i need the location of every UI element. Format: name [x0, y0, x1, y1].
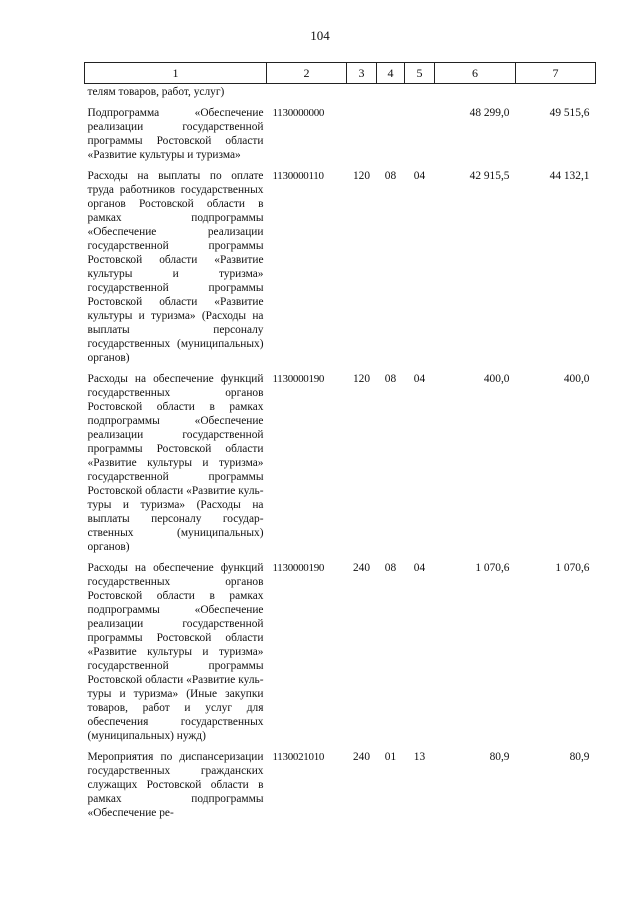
row-description: Мероприятия по диспансеризации государственных гражданских служащих Ростовской области в рамках подпрограммы «Обеспечение ре- — [87, 751, 264, 819]
budget-table-sheet — [84, 62, 595, 820]
amount-year-2: 1 070,6 — [555, 562, 590, 574]
expense-type — [347, 106, 377, 169]
column-number: 5 — [405, 63, 435, 84]
section-code — [377, 84, 405, 107]
amount-year-2: 49 515,6 — [549, 107, 590, 119]
amount-year-1: 1 070,6 — [475, 562, 510, 574]
column-number: 2 — [267, 63, 347, 84]
table-row — [85, 750, 596, 820]
table-row — [85, 561, 596, 750]
subsection-code — [405, 84, 435, 107]
subsection-code: 04 — [413, 373, 426, 385]
subsection-code: 04 — [413, 170, 426, 182]
target-code: 1130021010 — [272, 751, 325, 763]
amount-year-2 — [516, 84, 596, 107]
target-code — [267, 84, 347, 107]
section-code: 08 — [384, 562, 397, 574]
page-number: 104 — [310, 28, 330, 43]
subsection-code — [405, 106, 435, 169]
expense-type — [347, 84, 377, 107]
amount-year-1: 48 299,0 — [469, 107, 510, 119]
budget-table — [84, 62, 596, 820]
expense-type: 120 — [352, 170, 371, 182]
section-code: 08 — [384, 373, 397, 385]
subsection-code: 04 — [413, 562, 426, 574]
amount-year-2: 80,9 — [569, 751, 590, 763]
table-row — [85, 84, 596, 107]
expense-type: 240 — [352, 751, 371, 763]
column-number: 4 — [377, 63, 405, 84]
expense-type: 240 — [352, 562, 371, 574]
section-code: 01 — [384, 751, 397, 763]
expense-type: 120 — [352, 373, 371, 385]
row-description: Расходы на выплаты по оплате труда работников государственных органов Ростовской области в рамках подпрограммы «Обеспечение реализации государственной программы Ростовской области «Развитие культуры и туризма» государственной программы Ростовской области «Развитие культуры и туризма» (Расходы на выплаты персоналу государственных (муниципальных) органов) — [87, 170, 264, 364]
table-row — [85, 106, 596, 169]
amount-year-1: 400,0 — [483, 373, 510, 385]
target-code: 1130000190 — [272, 373, 325, 385]
column-number: 6 — [435, 63, 516, 84]
amount-year-1 — [435, 84, 516, 107]
amount-year-1: 42 915,5 — [469, 170, 510, 182]
section-code — [377, 106, 405, 169]
target-code: 1130000000 — [272, 107, 325, 119]
column-number-row — [85, 63, 596, 84]
amount-year-2: 44 132,1 — [549, 170, 590, 182]
target-code: 1130000110 — [272, 170, 324, 182]
row-description: телям товаров, работ, услуг) — [87, 86, 225, 98]
amount-year-2: 400,0 — [563, 373, 590, 385]
table-row — [85, 372, 596, 561]
amount-year-1: 80,9 — [489, 751, 510, 763]
row-description: Подпрограмма «Обеспечение реализации государственной программы Ростовской области «Развитие культуры и туризма» — [87, 107, 264, 161]
row-description: Расходы на обеспечение функций государственных органов Ростовской области в рамках подпрограммы «Обеспечение реализации государственной программы Ростовской области «Развитие культуры и туризма» государственной программы Ростовской области «Развитие культуры и туризма» (Расходы на выплаты персоналу государственных (муниципальных) органов) — [87, 373, 264, 553]
column-number: 7 — [516, 63, 596, 84]
subsection-code: 13 — [413, 751, 426, 763]
row-description: Расходы на обеспечение функций государственных органов Ростовской области в рамках подпрограммы «Обеспечение реализации государственной программы Ростовской области «Развитие культуры и туризма» государственной программы Ростовской области «Развитие культуры и туризма» (Иные закупки товаров, работ и услуг для обеспечения государственных (муниципальных) нужд) — [87, 562, 264, 742]
column-number: 1 — [85, 63, 267, 84]
target-code: 1130000190 — [272, 562, 325, 574]
section-code: 08 — [384, 170, 397, 182]
column-number: 3 — [347, 63, 377, 84]
table-row — [85, 169, 596, 372]
